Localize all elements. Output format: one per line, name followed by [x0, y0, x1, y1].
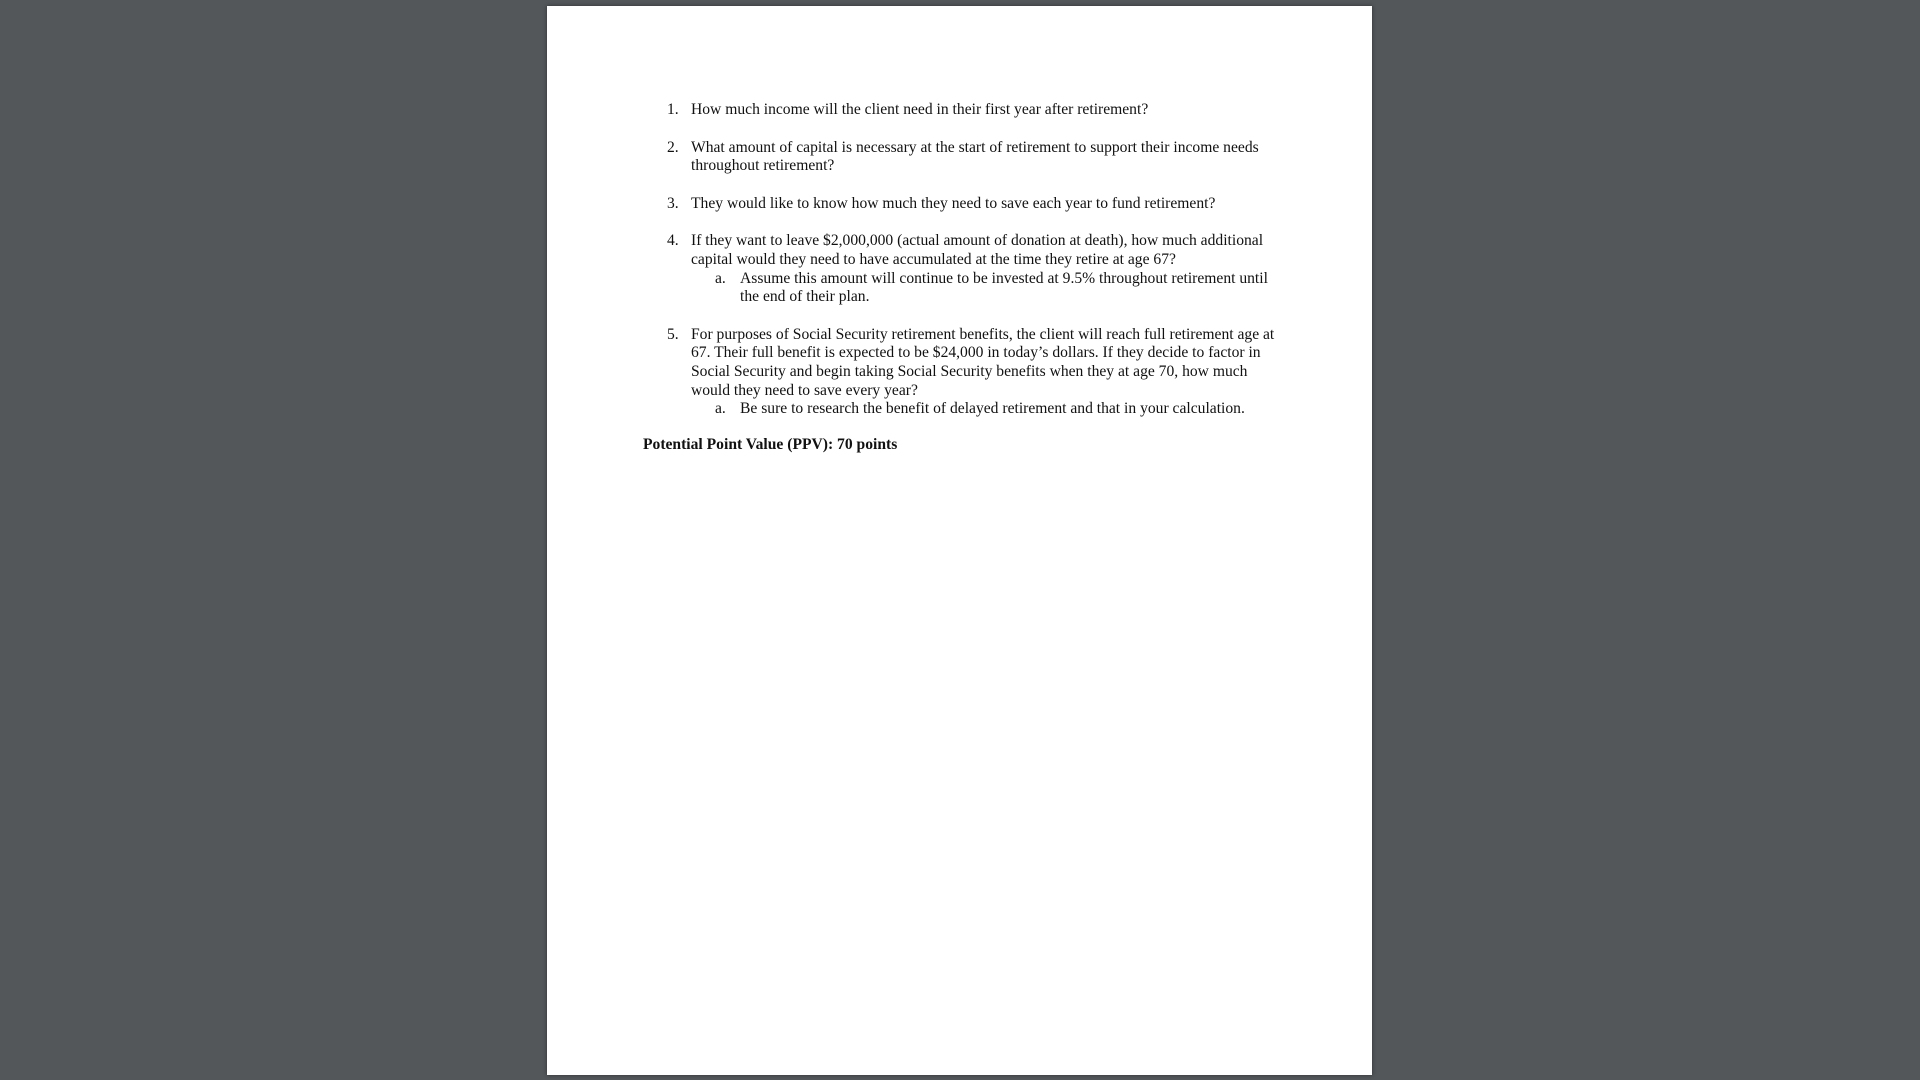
question-item-2: [643, 139, 1283, 176]
question-text: For purposes of Social Security retirement benefits, the client will reach full retirement age at 67. Their full benefit is expected to be $24,000 in today’s dollars. If they decide to factor in Social Security and begin taking Social Security benefits when they at age 70, how much would they need to save every year?: [691, 325, 1275, 399]
page-content: [643, 101, 1283, 454]
question-text: They would like to know how much they need to save each year to fund retirement?: [691, 194, 1216, 212]
point-value-line: Potential Point Value (PPV): 70 points: [643, 435, 898, 453]
question-text: How much income will the client need in their first year after retirement?: [691, 101, 1149, 118]
sub-question-letter: a.: [715, 400, 726, 418]
question-number: 5.: [667, 325, 679, 343]
question-text: If they want to leave $2,000,000 (actual amount of donation at death), how much additional capital would they need to have accumulated at the time they retire at age 67?: [691, 232, 1264, 268]
question-number: 3.: [667, 194, 679, 212]
question-item-5: [643, 326, 1283, 419]
question-item-3: [643, 195, 1283, 214]
question-number: 4.: [667, 232, 679, 250]
question-text: What amount of capital is necessary at the start of retirement to support their income needs throughout retirement?: [691, 138, 1259, 175]
sub-question-text: Be sure to research the benefit of delayed retirement and that in your calculation.: [740, 400, 1245, 418]
question-list: [643, 101, 1283, 419]
sub-question-letter: a.: [715, 269, 726, 287]
sub-question: [691, 400, 1283, 419]
question-item-1: [643, 101, 1283, 120]
sub-question-text: Assume this amount will continue to be invested at 9.5% throughout retirement until the end of their plan.: [740, 269, 1268, 306]
question-number: 2.: [667, 138, 679, 156]
question-item-4: [643, 232, 1283, 306]
document-page: [547, 6, 1372, 1075]
question-number: 1.: [667, 101, 679, 118]
sub-question: [691, 270, 1283, 307]
